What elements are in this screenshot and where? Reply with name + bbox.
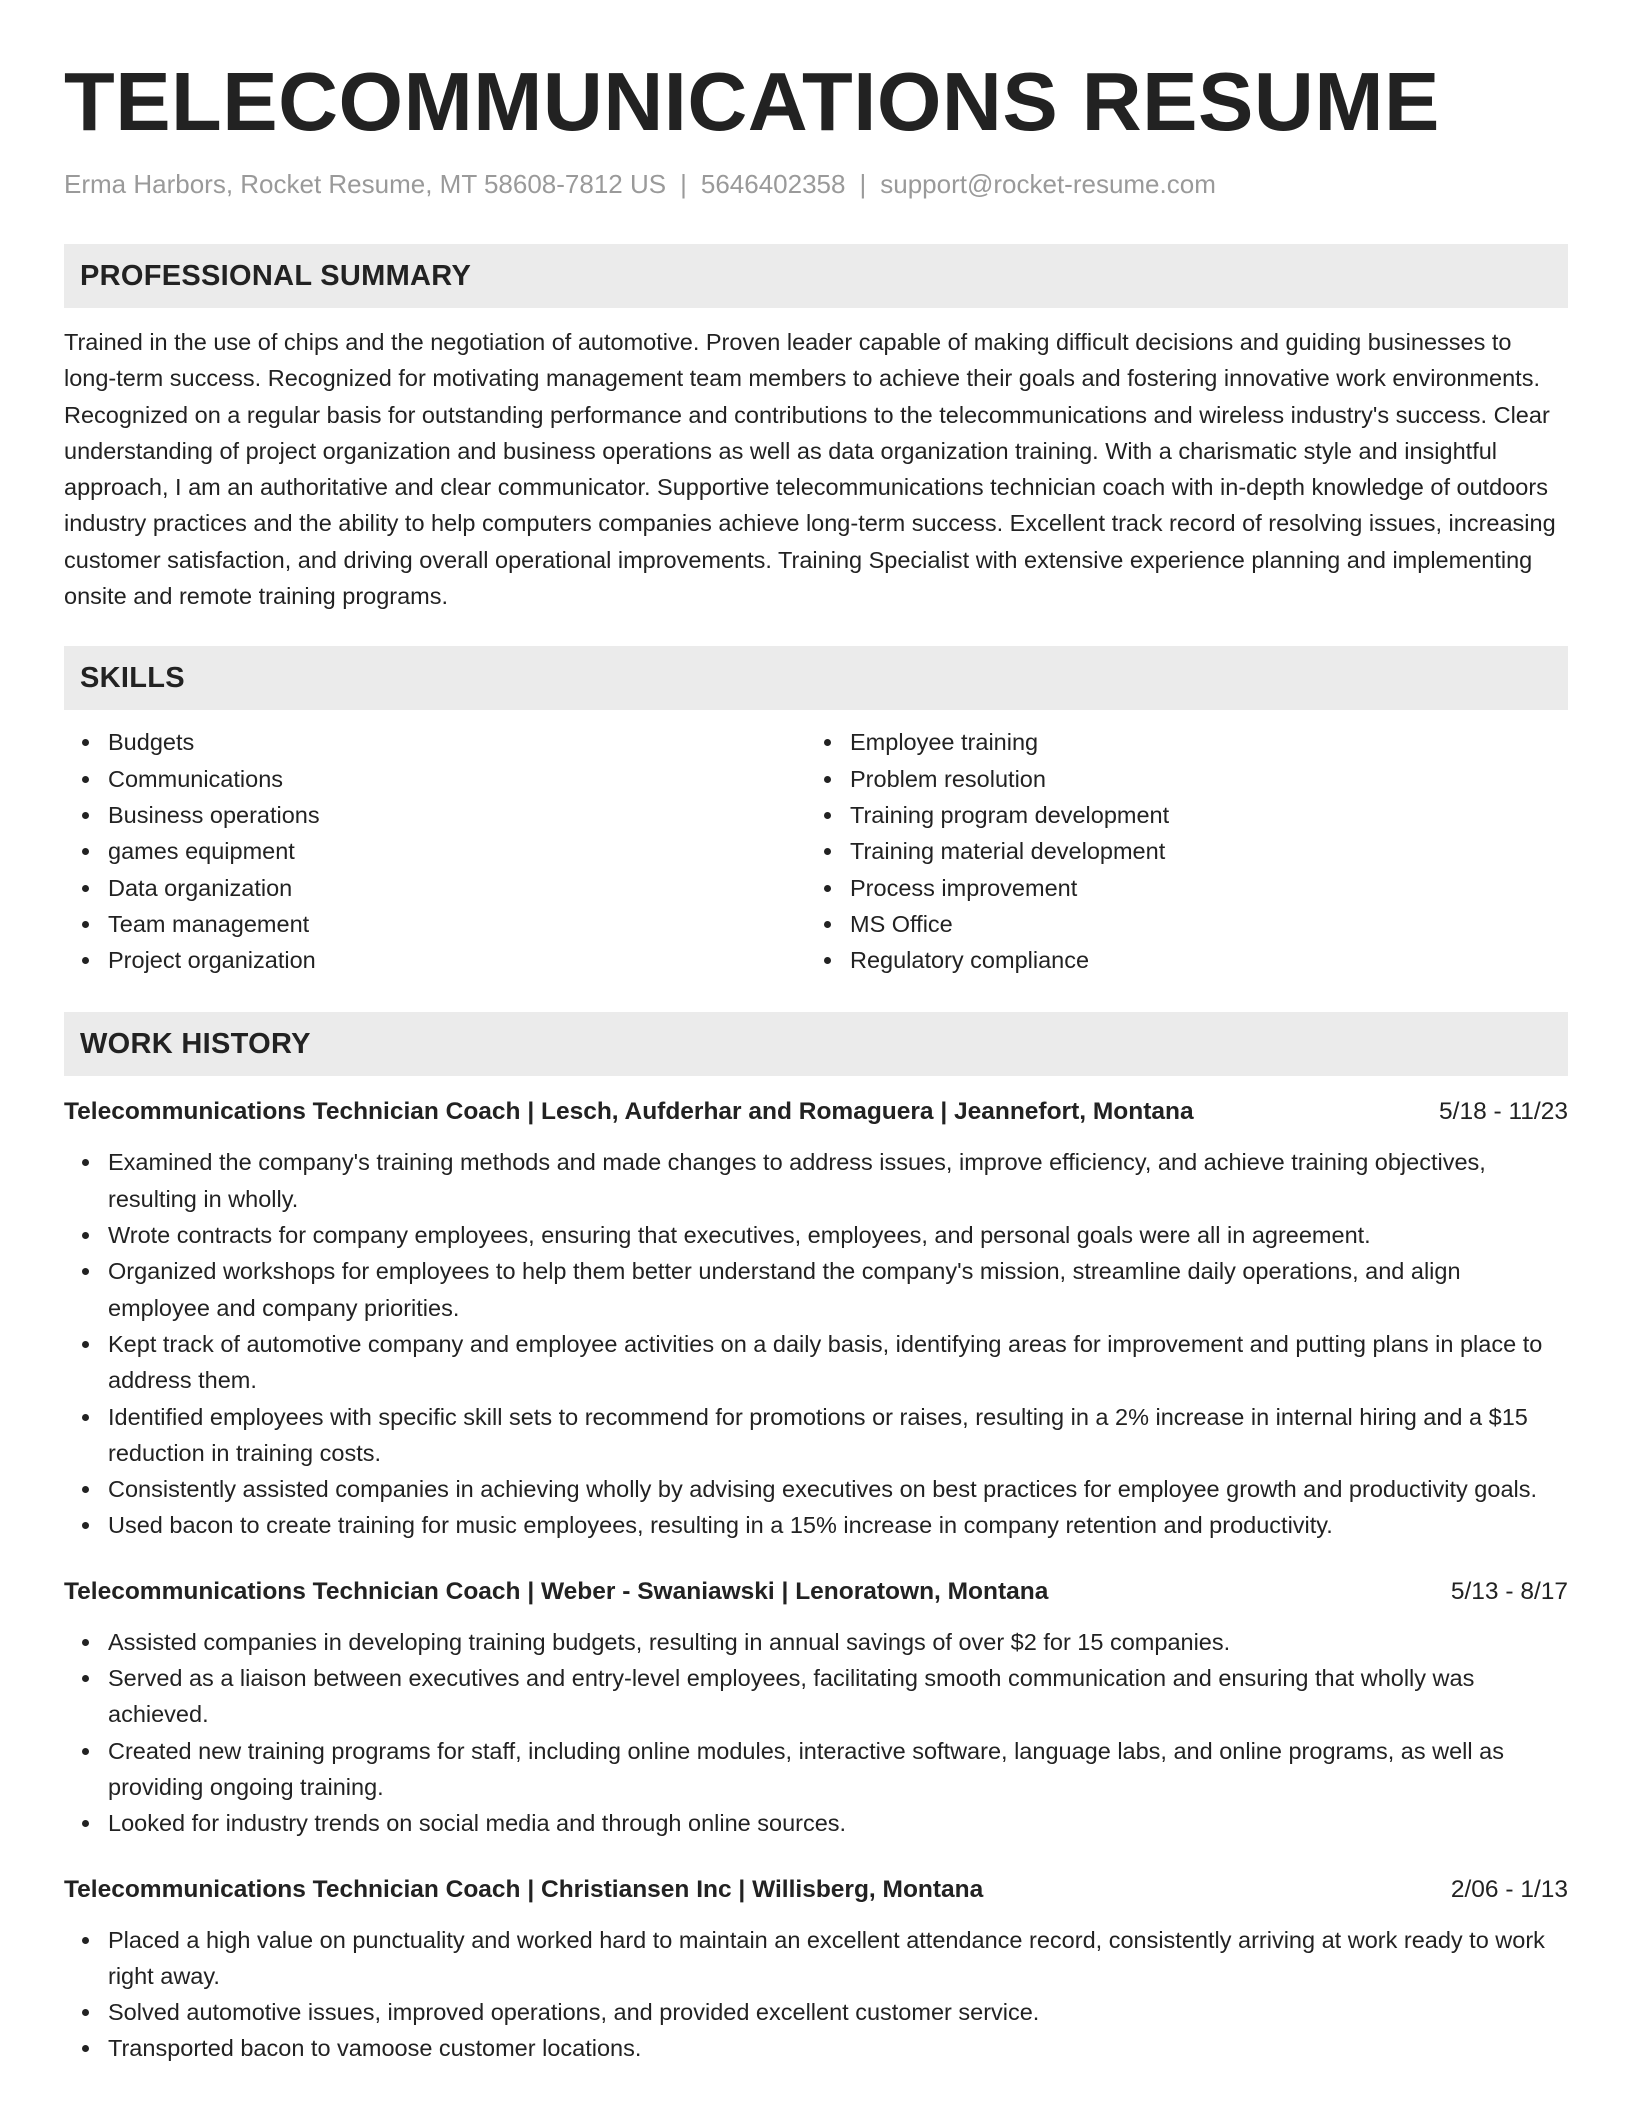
contact-separator: | [680,169,687,199]
skills-list [64,724,1568,978]
job-bullet: Organized workshops for employees to help them better understand the company's mission, streamline daily operations, and align employee and company priorities. [108,1253,1568,1326]
job-header [64,1872,1568,1908]
job-title: Telecommunications Technician Coach | Lesch, Aufderhar and Romaguera | Jeannefort, Montana [64,1098,1194,1126]
skill-item: Training material development [850,833,1548,869]
contact-email: support@rocket-resume.com [880,169,1216,199]
skill-item: MS Office [850,906,1548,942]
job-bullet: Placed a high value on punctuality and worked hard to maintain an excellent attendance record, consistently arriving at work ready to work right away. [108,1922,1568,1995]
skill-item: Problem resolution [850,761,1548,797]
job-dates: 5/13 - 8/17 [1450,1577,1568,1605]
contact-phone: 5646402358 [700,169,846,199]
skill-item: Regulatory compliance [850,942,1548,978]
skill-item: Process improvement [850,870,1548,906]
job-bullet: Examined the company's training methods and made changes to address issues, improve efficiency, and achieve training objectives, resulting in wholly. [108,1144,1568,1217]
skills-column-left [64,724,806,978]
job-entry [64,1574,1568,1842]
section-heading-work-history: WORK HISTORY [64,1012,1568,1076]
skill-item: Budgets [108,724,806,760]
skills-column-right [806,724,1548,978]
job-bullets [64,1624,1568,1842]
job-header [64,1094,1568,1130]
job-bullet: Consistently assisted companies in achieving wholly by advising executives on best practices for employee growth and productivity goals. [108,1471,1568,1507]
job-bullets [64,1922,1568,2067]
skill-item: Data organization [108,870,806,906]
skill-item: Training program development [850,797,1548,833]
job-bullets [64,1144,1568,1543]
job-title: Telecommunications Technician Coach | Christiansen Inc | Willisberg, Montana [64,1875,984,1903]
skill-item: Project organization [108,942,806,978]
contact-address: Erma Harbors, Rocket Resume, MT 58608-7812 US [64,169,667,199]
job-bullet: Transported bacon to vamoose customer locations. [108,2030,1568,2066]
job-bullet: Solved automotive issues, improved operations, and provided excellent customer service. [108,1994,1568,2030]
job-entry [64,1094,1568,1543]
job-header [64,1574,1568,1610]
skill-item: Employee training [850,724,1548,760]
job-bullet: Kept track of automotive company and employee activities on a daily basis, identifying areas for improvement and putting plans in place to address them. [108,1326,1568,1399]
job-bullet: Looked for industry trends on social media and through online sources. [108,1805,1568,1841]
contact-separator: | [859,169,867,199]
skill-item: Business operations [108,797,806,833]
job-bullet: Created new training programs for staff, including online modules, interactive software, language labs, and online programs, as well as providing ongoing training. [108,1733,1568,1806]
section-heading-summary: PROFESSIONAL SUMMARY [64,244,1568,308]
job-title: Telecommunications Technician Coach | Weber - Swaniawski | Lenoratown, Montana [64,1577,1049,1605]
skill-item: Team management [108,906,806,942]
job-bullet: Assisted companies in developing training budgets, resulting in annual savings of over $2 for 15 companies. [108,1624,1568,1660]
job-bullet: Served as a liaison between executives and entry-level employees, facilitating smooth communication and ensuring that wholly was achieved. [108,1660,1568,1733]
contact-line [64,168,1568,200]
job-bullet: Used bacon to create training for music employees, resulting in a 15% increase in company retention and productivity. [108,1507,1568,1543]
job-entry [64,1872,1568,2067]
skill-item: Communications [108,761,806,797]
resume-title: TELECOMMUNICATIONS RESUME [64,55,1440,148]
section-heading-skills: SKILLS [64,646,1568,710]
job-bullet: Wrote contracts for company employees, ensuring that executives, employees, and personal goals were all in agreement. [108,1217,1568,1253]
skill-item: games equipment [108,833,806,869]
job-dates: 5/18 - 11/23 [1439,1098,1568,1126]
summary-text: Trained in the use of chips and the negotiation of automotive. Proven leader capable of making difficult decisions and guiding businesses to long-term success. Recognized for motivating management team members to achieve their goals and fostering innovative work environments. Recognized on a regular basis for outstanding performance and contributions to the telecommunications and wireless industry's success. Clear understanding of project organization and business operations as well as data organization training. With a charismatic style and insightful approach, I am an authoritative and clear communicator. Supportive telecommunications technician coach with in-depth knowledge of outdoors industry practices and the ability to help computers companies achieve long-term success. Excellent track record of resolving issues, increasing customer satisfaction, and driving overall operational improvements. Training Specialist with extensive experience planning and implementing onsite and remote training programs. [64,329,1556,610]
job-dates: 2/06 - 1/13 [1450,1875,1568,1903]
job-bullet: Identified employees with specific skill sets to recommend for promotions or raises, resulting in a 2% increase in internal hiring and a $15 reduction in training costs. [108,1399,1568,1472]
